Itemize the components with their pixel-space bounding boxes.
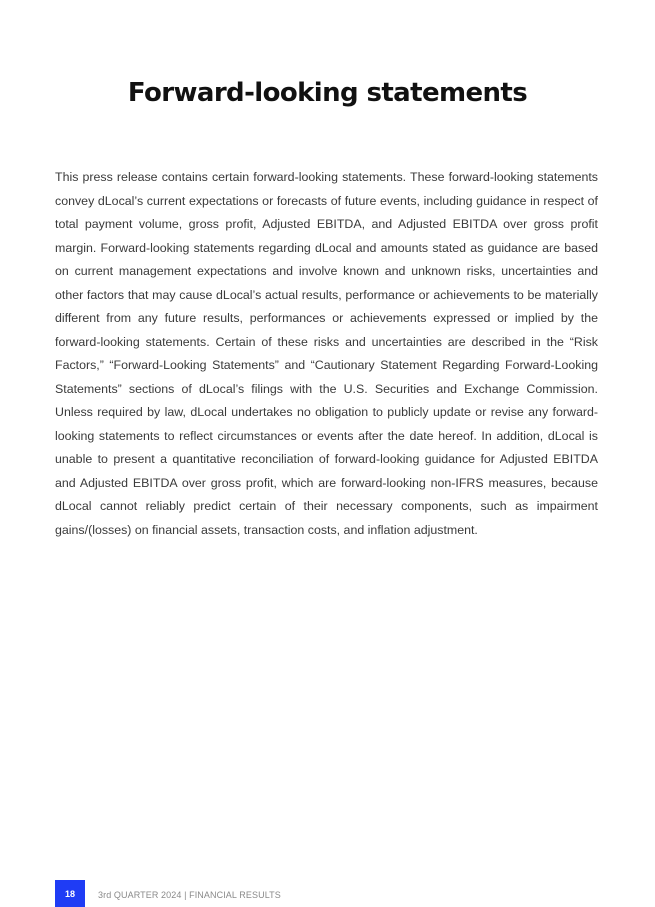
page-title: Forward-looking statements [127, 78, 528, 108]
page-number-badge: 18 [55, 880, 85, 907]
footer-report-label: 3rd QUARTER 2024 | FINANCIAL RESULTS [98, 890, 281, 900]
forward-looking-paragraph: This press release contains certain forward-looking statements. These forward-looking statements convey dLocal’s current expectations or forecasts of future events, including guidance in respect of total payment volume, gross profit, Adjusted EBITDA, and Adjusted EBITDA over gross profit margin. Forward-looking statements regarding dLocal and amounts stated as guidance are based on current management expectations and involve known and unknown risks, uncertainties and other factors that may cause dLocal’s actual results, performance or achievements to be materially different from any future results, performances or achievements expressed or implied by the forward-looking statements. Certain of these risks and uncertainties are described in the “Risk Factors,” “Forward-Looking Statements” and “Cautionary Statement Regarding Forward-Looking Statements” sections of dLocal’s filings with the U.S. Securities and Exchange Commission. Unless required by law, dLocal undertakes no obligation to publicly update or revise any forward-looking statements to reflect circumstances or events after the date hereof. In addition, dLocal is unable to present a quantitative reconciliation of forward-looking guidance for Adjusted EBITDA and Adjusted EBITDA over gross profit, which are forward-looking non-IFRS measures, because dLocal cannot reliably predict certain of their necessary components, such as impairment gains/(losses) on financial assets, transaction costs, and inflation adjustment. [55, 170, 598, 537]
